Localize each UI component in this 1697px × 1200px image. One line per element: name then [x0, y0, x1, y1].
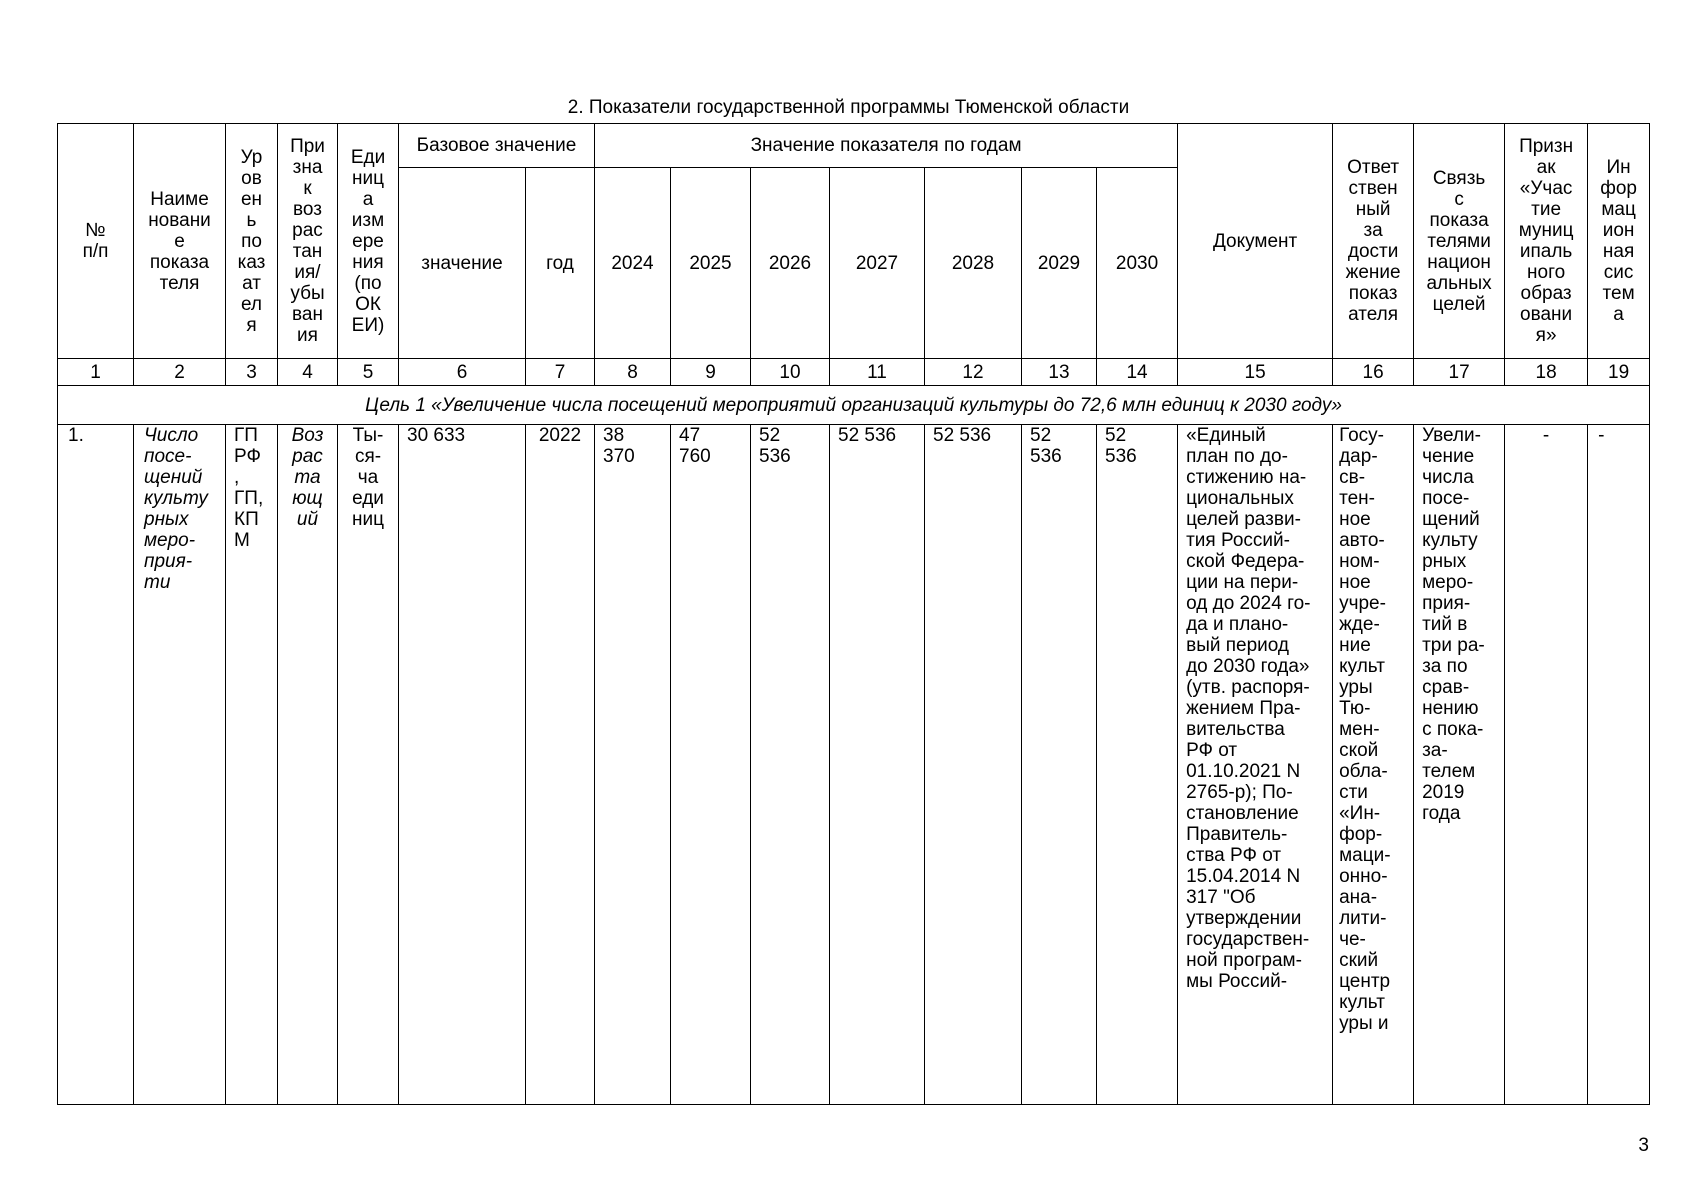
column-number: 16 — [1333, 359, 1414, 386]
column-number: 8 — [595, 359, 671, 386]
col-unit-header: Еди ниц а изм ере ния (по ОК ЕИ) — [338, 124, 399, 359]
year-value: 52 536 — [751, 425, 830, 1105]
column-number: 7 — [526, 359, 595, 386]
row-number: 1. — [58, 425, 134, 1105]
responsible-text: Госу- дар- св- тен- ное авто- ном- ное учре- жде- ние культ уры Тю- мен- ской обла- сти «Ин- фор- маци- онно- ана- лити- че- ский центр культ уры и — [1333, 425, 1414, 1105]
table-row — [58, 425, 1650, 1105]
indicator-name: Число посе- щений культу рных меро- прия- ти — [134, 425, 226, 1105]
column-number: 18 — [1505, 359, 1588, 386]
col-municipal-header: Призн ак «Учас тие муниц ипаль ного образ овани я» — [1505, 124, 1588, 359]
col-responsible-header: Ответ ствен ный за дости жение показ ателя — [1333, 124, 1414, 359]
base-value: 30 633 — [399, 425, 526, 1105]
column-number: 3 — [226, 359, 278, 386]
indicator-unit: Ты- ся- ча еди ниц — [338, 425, 399, 1105]
column-number: 4 — [278, 359, 338, 386]
column-number: 9 — [671, 359, 751, 386]
indicators-table — [57, 123, 1650, 1105]
year-value: 52 536 — [1022, 425, 1097, 1105]
column-number: 1 — [58, 359, 134, 386]
year-value: 47 760 — [671, 425, 751, 1105]
column-number: 13 — [1022, 359, 1097, 386]
col-year-header: 2029 — [1022, 168, 1097, 359]
page-number: 3 — [1638, 1135, 1649, 1156]
column-number-row — [58, 359, 1650, 386]
year-value: 38 370 — [595, 425, 671, 1105]
base-year: 2022 — [526, 425, 595, 1105]
page-title: 2. Показатели государственной программы Тюменской области — [567, 97, 1130, 118]
year-value: 52 536 — [830, 425, 925, 1105]
col-year-header: 2027 — [830, 168, 925, 359]
col-year-header: 2030 — [1097, 168, 1178, 359]
col-document-header: Документ — [1178, 124, 1333, 359]
col-base-year-header: год — [526, 168, 595, 359]
municipal-participation: - — [1505, 425, 1588, 1105]
goal-text: Цель 1 «Увеличение числа посещений мероприятий организаций культуры до 72,6 млн единиц к 2030 году» — [58, 386, 1650, 425]
col-link-header: Связь с показа телями национ альных целей — [1414, 124, 1505, 359]
information-system: - — [1588, 425, 1650, 1105]
indicator-sign: Воз рас та ющ ий — [278, 425, 338, 1105]
col-num-header: № п/п — [58, 124, 134, 359]
indicator-level: ГП РФ , ГП, КП М — [226, 425, 278, 1105]
column-number: 10 — [751, 359, 830, 386]
column-number: 5 — [338, 359, 399, 386]
col-infosystem-header: Ин фор мац ион ная сис тем а — [1588, 124, 1650, 359]
col-year-header: 2025 — [671, 168, 751, 359]
by-years-group-header: Значение показателя по годам — [595, 124, 1178, 168]
year-value: 52 536 — [925, 425, 1022, 1105]
base-value-group-header: Базовое значение — [399, 124, 595, 168]
col-base-value-header: значение — [399, 168, 526, 359]
column-number: 11 — [830, 359, 925, 386]
column-number: 19 — [1588, 359, 1650, 386]
document-text: «Единый план по до- стижению на- циональных целей разви- тия Россий- ской Федера- ции на пери- од до 2024 го- да и плано- вый период до 2030 года» (утв. распоря- жением Пра- вительства РФ от 01.10.2021 N 2765-р); По- становление Правитель- ства РФ от 15.04.2014 N 317 "Об утверждении государствен- ной програм- мы Россий- — [1178, 425, 1333, 1105]
column-number: 15 — [1178, 359, 1333, 386]
goal-row — [58, 386, 1650, 425]
col-year-header: 2026 — [751, 168, 830, 359]
col-name-header: Наиме новани е показа теля — [134, 124, 226, 359]
column-number: 2 — [134, 359, 226, 386]
national-goals-link-text: Увели- чение числа посе- щений культу рных меро- прия- тий в три ра- за по срав- нению с пока- за- телем 2019 года — [1414, 425, 1505, 1105]
col-level-header: Ур ов ен ь по каз ат ел я — [226, 124, 278, 359]
column-number: 6 — [399, 359, 526, 386]
col-year-header: 2028 — [925, 168, 1022, 359]
year-value: 52 536 — [1097, 425, 1178, 1105]
col-sign-header: При зна к воз рас тан ия/ убы ван ия — [278, 124, 338, 359]
column-number: 17 — [1414, 359, 1505, 386]
col-year-header: 2024 — [595, 168, 671, 359]
column-number: 12 — [925, 359, 1022, 386]
header-row-1 — [58, 124, 1650, 168]
column-number: 14 — [1097, 359, 1178, 386]
